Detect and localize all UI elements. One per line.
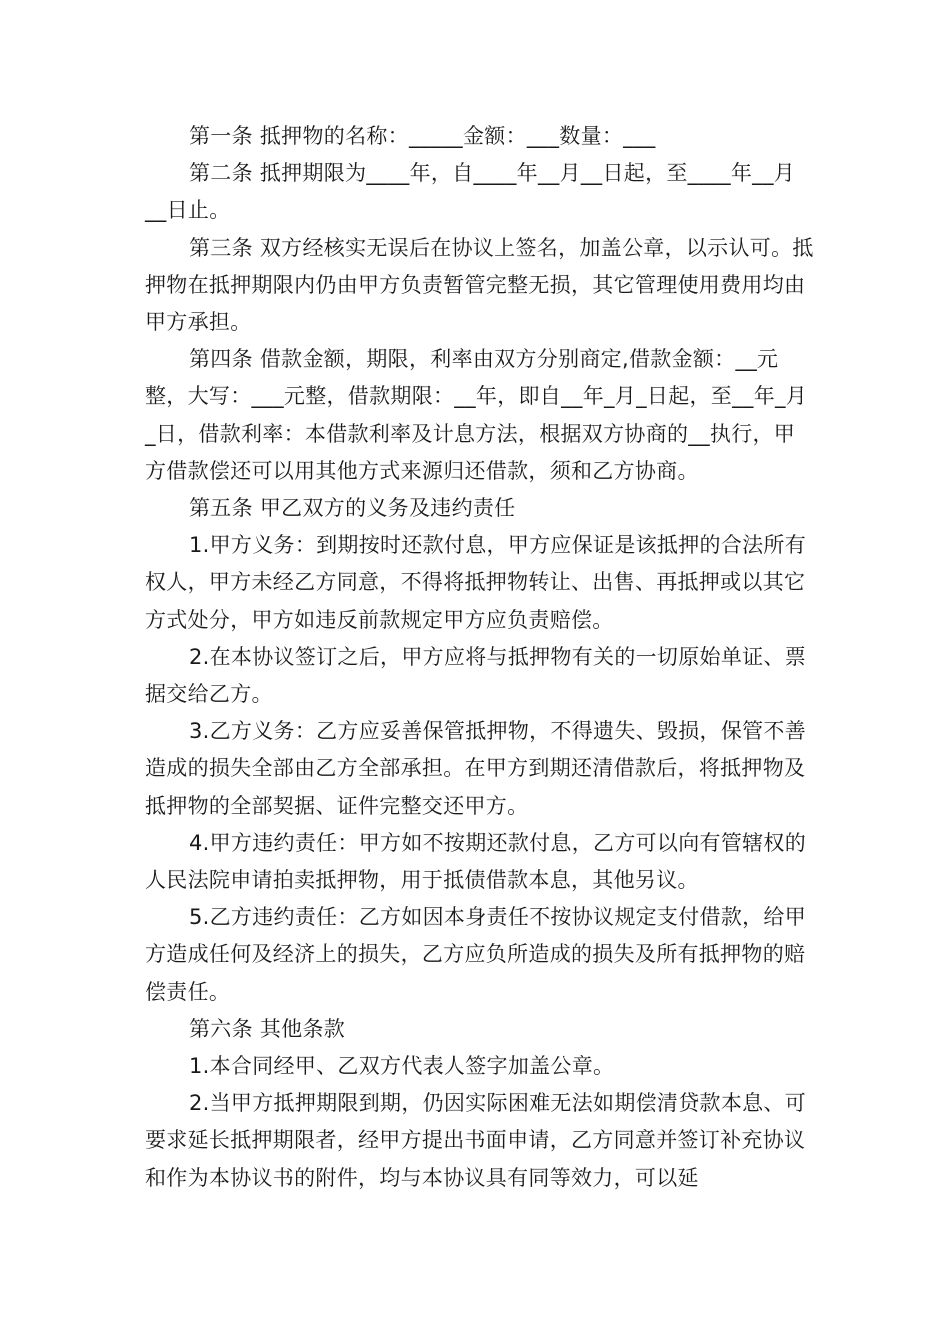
article-5-clause-4: 4.甲方违约责任：甲方如不按期还款付息，乙方可以向有管辖权的人民法院申请拍卖抵押物，用于抵债借款本息，其他另议。 [145,830,807,893]
article-5-clause-2: 2.在本协议签订之后，甲方应将与抵押物有关的一切原始单证、票据交给乙方。 [145,644,807,707]
article-5-clause-5: 5.乙方违约责任：乙方如因本身责任不按协议规定支付借款，给甲方造成任何及经济上的损失，乙方应负所造成的损失及所有抵押物的赔偿责任。 [145,905,807,1004]
article-5-clause-3: 3.乙方义务：乙方应妥善保管抵押物，不得遗失、毁损，保管不善造成的损失全部由乙方全部承担。在甲方到期还清借款后，将抵押物及抵押物的全部契据、证件完整交还甲方。 [145,719,807,818]
article-5-heading: 第五条 甲乙双方的义务及违约责任 [189,496,516,521]
article-6-clause-1: 1.本合同经甲、乙双方代表人签字加盖公章。 [189,1054,615,1079]
article-5-clause-1: 1.甲方义务：到期按时还款付息，甲方应保证是该抵押的合法所有权人，甲方未经乙方同意，不得将抵押物转让、出售、再抵押或以其它方式处分，甲方如违反前款规定甲方应负责赔偿。 [145,533,807,632]
article-1-collateral-name: 第一条 抵押物的名称：_____金额：___数量：___ [189,124,656,148]
article-2-mortgage-term: 第二条 抵押期限为____年，自____年__月__日起，至____年__月__日止。 [145,161,796,223]
article-6-heading: 第六条 其他条款 [189,1016,346,1041]
document-body [145,118,815,1197]
article-3-signing: 第三条 双方经核实无误后在协议上签名，加盖公章，以示认可。抵押物在抵押期限内仍由甲方负责暂管完整无损，其它管理使用费用均由甲方承担。 [145,235,814,335]
article-4-loan-terms: 第四条 借款金额，期限，利率由双方分别商定,借款金额：__元整，大写：___元整，借款期限：__年，即自__年_月_日起，至__年_月_日，借款利率：本借款利率及计息方法，根据双方协商的__执行，甲方借款偿还可以用其他方式来源归还借款，须和乙方协商。 [145,347,808,483]
article-6-clause-2: 2.当甲方抵押期限到期，仍因实际困难无法如期偿清贷款本息、可要求延长抵押期限者，经甲方提出书面申请，乙方同意并签订补充协议和作为本协议书的附件，均与本协议具有同等效力，可以延 [145,1091,807,1190]
